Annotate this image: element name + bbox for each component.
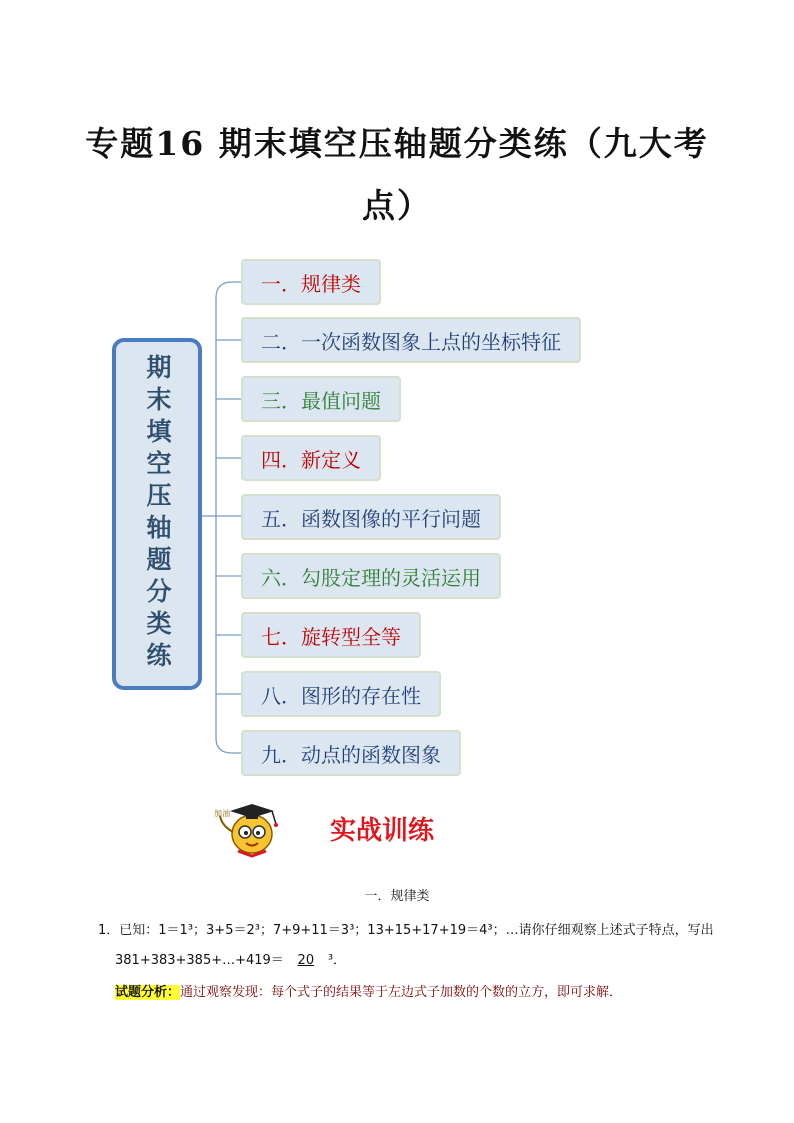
mascot-caption: 加油 (214, 809, 230, 818)
topic-node-2: 二．一次函数图象上点的坐标特征 (241, 317, 581, 363)
mind-map-root-label: 期末填空压轴题分类练 (143, 354, 172, 674)
question-1-expression: 381+383+385+…+419＝ (115, 953, 284, 968)
topic-node-8: 八．图形的存在性 (241, 671, 441, 717)
topic-node-4: 四．新定义 (241, 435, 381, 481)
topic-node-6: 六．勾股定理的灵活运用 (241, 553, 501, 599)
mind-map-root (112, 338, 202, 690)
document-title-line1: 专题16 期末填空压轴题分类练（九大考 (85, 124, 709, 163)
question-1-suffix: ³． (327, 953, 347, 968)
topic-node-1: 一．规律类 (241, 259, 381, 305)
document-title-line2: 点） (362, 186, 432, 225)
mascot-icon (212, 796, 292, 860)
question-1-answer: 20 (297, 953, 315, 968)
question-1-line2 (115, 949, 346, 968)
topic-node-3: 三．最值问题 (241, 376, 401, 422)
analysis-label: 试题分析： (115, 985, 181, 1000)
section-heading: 一．规律类 (364, 889, 430, 904)
topic-node-5: 五．函数图像的平行问题 (241, 494, 501, 540)
topic-node-9: 九．动点的函数图象 (241, 730, 461, 776)
topic-node-7: 七．旋转型全等 (241, 612, 421, 658)
analysis-line (115, 981, 622, 1000)
practice-title: 实战训练 (330, 816, 435, 846)
question-1-line1: 1．已知：1＝1³；3+5＝2³；7+9+11＝3³；13+15+17+19＝4³；…请你仔细观察上述式子特点，写出 (98, 923, 714, 938)
analysis-text: 通过观察发现：每个式子的结果等于左边式子加数的个数的立方，即可求解． (180, 985, 623, 1000)
